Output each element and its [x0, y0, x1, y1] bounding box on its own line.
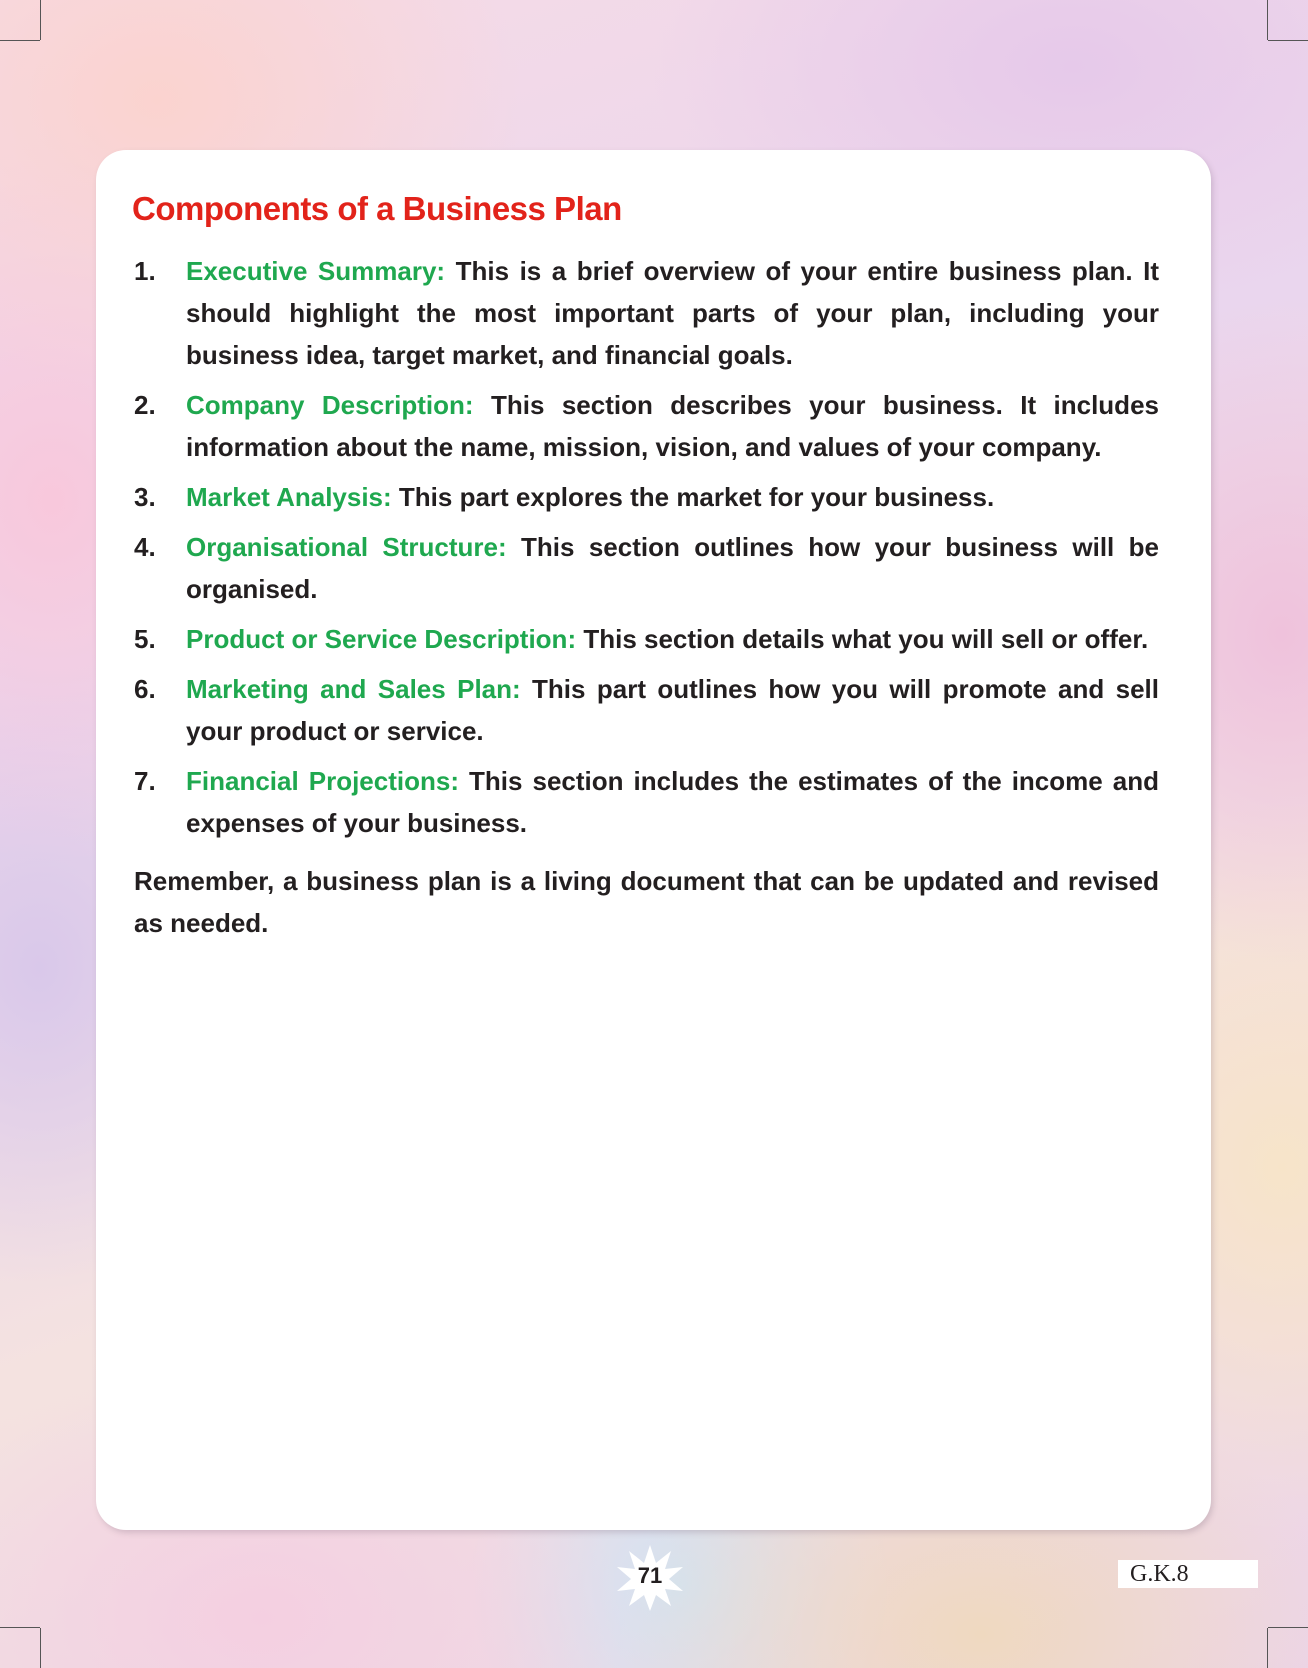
list-item — [134, 618, 1159, 660]
content-card — [96, 150, 1211, 1530]
book-code: G.K.8 — [1118, 1560, 1258, 1588]
crop-mark — [1268, 40, 1308, 41]
item-text: This section describes your business. It includes information about the name, mission, vision, and values of your company. — [186, 390, 1159, 462]
list-item — [134, 668, 1159, 752]
item-number: 6. — [134, 674, 156, 704]
list-item — [134, 526, 1159, 610]
item-number: 4. — [134, 532, 156, 562]
crop-mark — [40, 0, 41, 40]
item-term: Market Analysis: — [186, 482, 392, 512]
item-number: 2. — [134, 390, 156, 420]
list-item — [134, 760, 1159, 844]
page-heading: Components of a Business Plan — [132, 190, 622, 227]
item-text: This part outlines how you will promote and sell your product or service. — [186, 674, 1159, 746]
crop-mark — [1268, 1627, 1308, 1628]
item-number: 7. — [134, 766, 156, 796]
item-number: 1. — [134, 256, 156, 286]
crop-mark — [1267, 1628, 1268, 1668]
item-term: Executive Summary: — [186, 256, 446, 286]
item-term: Organisational Structure: — [186, 532, 507, 562]
crop-mark — [0, 1627, 40, 1628]
closing-paragraph: Remember, a business plan is a living document that can be updated and revised as needed. — [134, 866, 1159, 938]
crop-mark — [1267, 0, 1268, 40]
item-term: Financial Projections: — [186, 766, 459, 796]
item-text: This section details what you will sell or offer. — [576, 624, 1149, 654]
item-text: This is a brief overview of your entire business plan. It should highlight the most important parts of your plan, including your business idea, target market, and financial goals. — [186, 256, 1159, 370]
item-number: 3. — [134, 482, 156, 512]
item-text: This part explores the market for your business. — [391, 482, 995, 512]
list-item — [134, 384, 1159, 468]
item-term: Company Description: — [186, 390, 474, 420]
page-number-badge — [615, 1543, 685, 1613]
crop-mark — [40, 1628, 41, 1668]
item-text: This section includes the estimates of the income and expenses of your business. — [186, 766, 1159, 838]
page-number: 71 — [637, 1563, 663, 1588]
list-item — [134, 476, 1159, 518]
components-list — [134, 250, 1159, 852]
list-item — [134, 250, 1159, 376]
item-term: Marketing and Sales Plan: — [186, 674, 521, 704]
crop-mark — [0, 40, 40, 41]
item-term: Product or Service Description: — [186, 624, 577, 654]
item-text: This section outlines how your business will be organised. — [186, 532, 1159, 604]
item-number: 5. — [134, 624, 156, 654]
